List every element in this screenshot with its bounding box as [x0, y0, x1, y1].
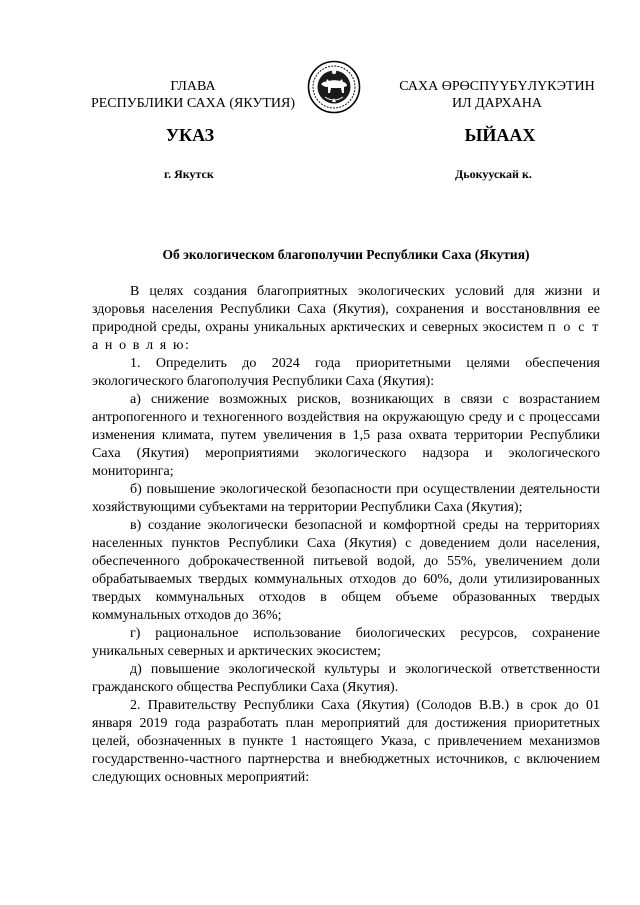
- paragraph-2: 2. Правительству Республики Саха (Якутия) (Солодов В.В.) в срок до 01 января 2019 года разработать план мероприятий для достижения приоритетных целей, обозначенных в пункте 1 настоящего Указа, с привлечением механизмов государственно-частного партнерства и внебюджетных источников, с включением следующих основных мероприятий:: [92, 698, 600, 785]
- city-sah: Дьокуускай к.: [455, 167, 532, 181]
- paragraph-1g: г) рациональное использование биологических ресурсов, сохранение уникальных северных и арктических экосистем;: [92, 626, 600, 659]
- document-body: [92, 283, 600, 787]
- paragraph-1a: а) снижение возможных рисков, возникающих в связи с возрастанием антропогенного и техногенного воздействия на окружающую среду и с процессами изменения климата, путем увеличения в 1,5 раза охвата территории Республики Саха (Якутия) мероприятиями экологического надзора и экологического мониторинга;: [92, 392, 600, 479]
- header-right: [394, 78, 600, 112]
- paragraph-intro: [92, 283, 600, 355]
- header-right-line2: ИЛ ДАРХАНА: [451, 96, 542, 111]
- paragraph-1: 1. Определить до 2024 года приоритетными целями обеспечения экологического благополучия Республики Саха (Якутия):: [92, 356, 600, 389]
- doc-type-ru: УКАЗ: [165, 125, 215, 145]
- coat-of-arms-icon: [307, 60, 361, 114]
- decree-word: п о с т а н о в л я ю:: [92, 320, 600, 353]
- header-right-line1: САХА ӨРӨСПҮҮБҮЛҮКЭТИН: [399, 79, 595, 94]
- paragraph-1d: д) повышение экологической культуры и экологической ответственности гражданского общества Республики Саха (Якутия).: [92, 662, 600, 695]
- intro-text: В целях создания благоприятных экологических условий для жизни и здоровья населения Республики Саха (Якутия), сохранения и восстановлвния ее природной среды, охраны уникальных арктических и северных экосистем: [92, 284, 600, 335]
- doc-type-sah: ЫЙААХ: [464, 125, 536, 145]
- paragraph-1v: в) создание экологически безопасной и комфортной среды на территориях населенных пунктов Республики Саха (Якутия) с доведением доли населения, обеспеченного доброкачественной питьевой водой, до 55%, увеличением доли обрабатываемых твердых коммунальных отходов до 60%, доли утилизированных твердых коммунальных отходов в общем объеме образованных твердых коммунальных отходов до 36%;: [92, 518, 600, 623]
- header-left-line2: РЕСПУБЛИКИ САХА (ЯКУТИЯ): [90, 96, 296, 111]
- header-left-line1: ГЛАВА: [170, 79, 216, 94]
- document-title: Об экологическом благополучии Республики Саха (Якутия): [162, 247, 530, 262]
- header-left: [78, 78, 308, 112]
- city-ru: г. Якутск: [164, 167, 214, 181]
- paragraph-1b: б) повышение экологической безопасности при осуществлении деятельности хозяйствующими субъектами на территории Республики Саха (Якутия);: [92, 482, 600, 515]
